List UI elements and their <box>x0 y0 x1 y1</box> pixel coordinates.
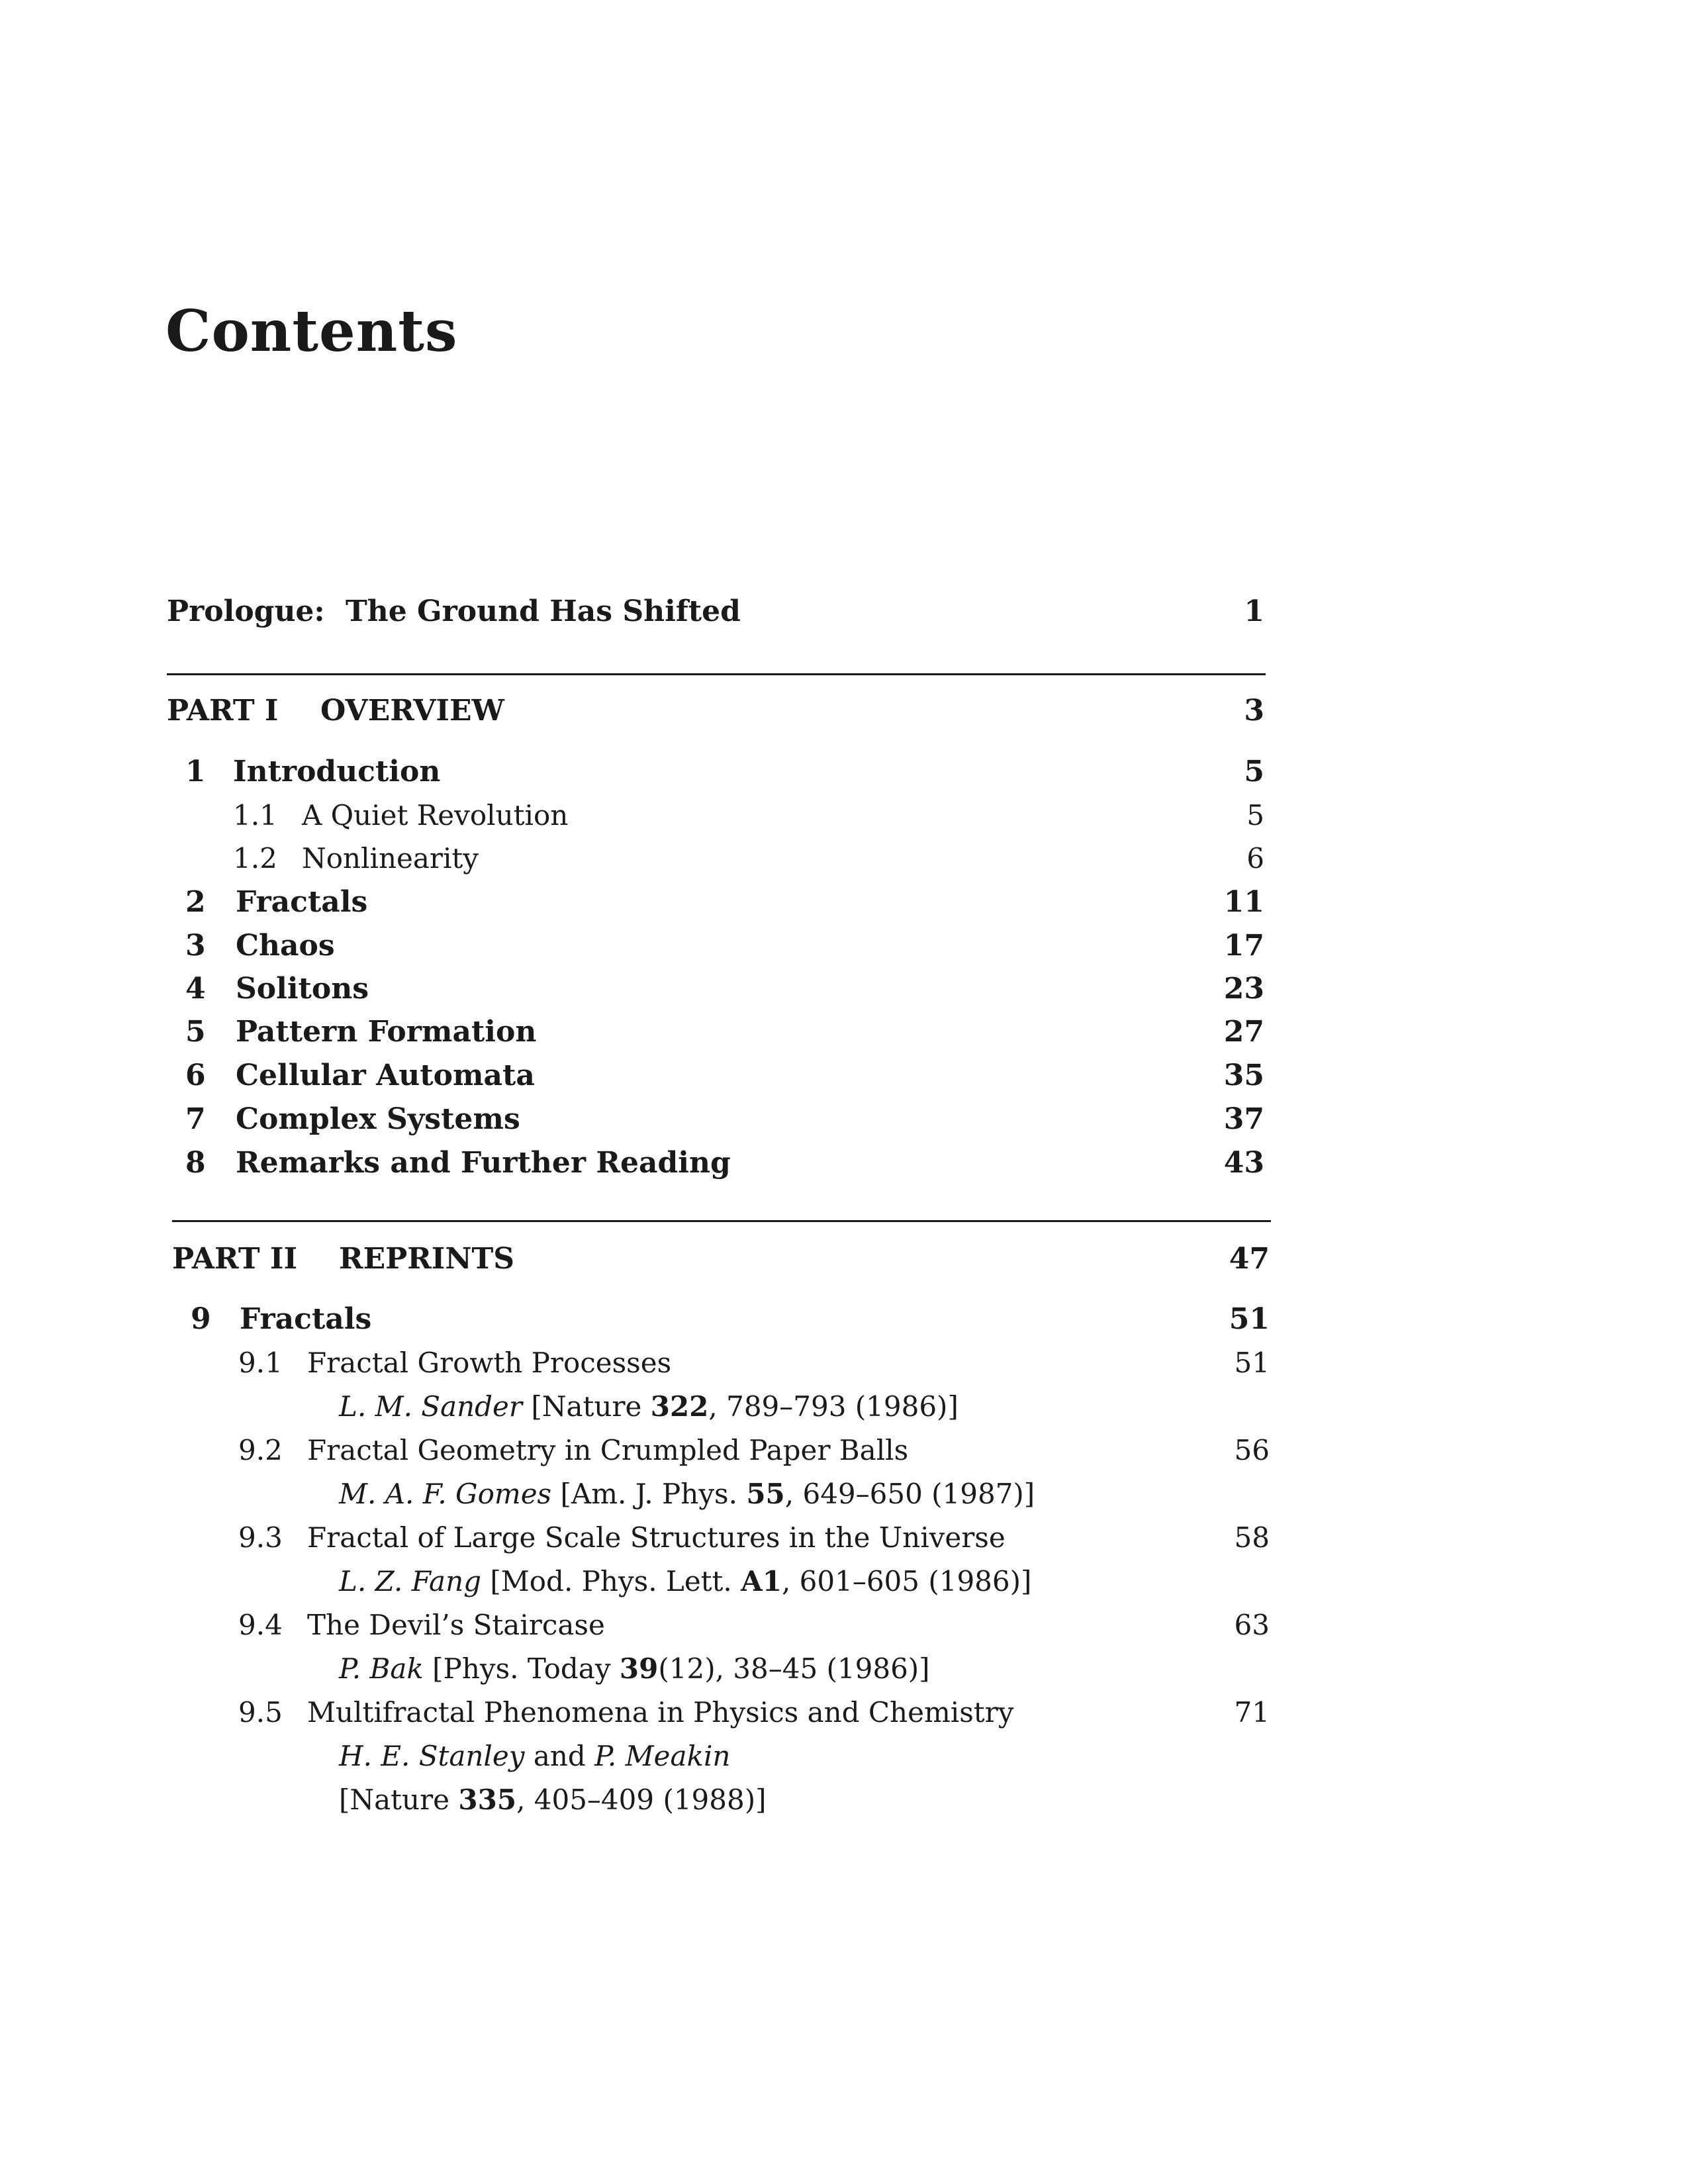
s94-page: 63 <box>1234 1609 1270 1641</box>
s11-num: 1.1 <box>233 799 277 831</box>
s95-vol: 335 <box>458 1783 517 1816</box>
ch5-page: 27 <box>1223 1015 1264 1049</box>
s91-title[interactable]: Fractal Growth Processes <box>307 1347 672 1379</box>
s95-author1: H. E. Stanley <box>339 1740 525 1772</box>
ch3-num: 3 <box>185 929 206 963</box>
s93-num: 9.3 <box>238 1521 283 1554</box>
ch8-num: 8 <box>185 1146 206 1180</box>
s95-ref-a: [Nature <box>339 1783 459 1816</box>
divider-2 <box>172 1220 1271 1222</box>
ch4-title[interactable]: Solitons <box>236 972 369 1006</box>
s92-citation <box>339 1478 1035 1510</box>
part1-page: 3 <box>1244 694 1264 728</box>
prologue-title[interactable]: The Ground Has Shifted <box>346 594 741 628</box>
ch4-page: 23 <box>1223 972 1264 1006</box>
s92-author: M. A. F. Gomes <box>339 1478 552 1510</box>
ch7-num: 7 <box>185 1102 206 1136</box>
s11-page: 5 <box>1246 799 1264 831</box>
s92-num: 9.2 <box>238 1434 283 1466</box>
ch6-num: 6 <box>185 1059 206 1092</box>
part2-page: 47 <box>1229 1242 1270 1276</box>
ch4-num: 4 <box>185 972 206 1006</box>
s12-title[interactable]: Nonlinearity <box>302 842 479 875</box>
ch7-page: 37 <box>1223 1102 1264 1136</box>
ch1-title[interactable]: Introduction <box>233 755 441 788</box>
part2-title[interactable]: REPRINTS <box>339 1242 515 1276</box>
ch2-num: 2 <box>185 885 206 919</box>
s12-num: 1.2 <box>233 842 277 875</box>
s95-num: 9.5 <box>238 1696 283 1729</box>
ch1-page: 5 <box>1244 755 1264 788</box>
ch1-num: 1 <box>185 755 206 788</box>
ch8-page: 43 <box>1223 1146 1264 1180</box>
s91-citation <box>339 1390 959 1423</box>
s94-vol: 39 <box>619 1652 659 1685</box>
part1-title[interactable]: OVERVIEW <box>320 694 504 728</box>
ch6-title[interactable]: Cellular Automata <box>236 1059 535 1092</box>
s94-author: P. Bak <box>339 1652 424 1685</box>
ch8-title[interactable]: Remarks and Further Reading <box>236 1146 731 1180</box>
s91-ref-a: [Nature <box>531 1390 651 1423</box>
s93-citation <box>339 1565 1031 1597</box>
ch9-title[interactable]: Fractals <box>240 1302 372 1336</box>
ch3-page: 17 <box>1223 929 1264 963</box>
part2-label: PART II <box>172 1242 298 1276</box>
s95-ref-b: , 405–409 (1988)] <box>516 1783 767 1816</box>
s91-page: 51 <box>1234 1347 1270 1379</box>
prologue-page: 1 <box>1244 594 1264 628</box>
ch5-title[interactable]: Pattern Formation <box>236 1015 537 1049</box>
ch2-title[interactable]: Fractals <box>236 885 368 919</box>
part1-label: PART I <box>167 694 279 728</box>
s93-title[interactable]: Fractal of Large Scale Structures in the Universe <box>307 1521 1006 1554</box>
s95-page: 71 <box>1234 1696 1270 1729</box>
s92-vol: 55 <box>746 1478 785 1510</box>
s91-author: L. M. Sander <box>339 1390 522 1423</box>
s94-num: 9.4 <box>238 1609 283 1641</box>
s12-page: 6 <box>1246 842 1264 875</box>
ch2-page: 11 <box>1223 885 1264 919</box>
s92-ref-a: [Am. J. Phys. <box>560 1478 747 1510</box>
divider-1 <box>167 673 1266 675</box>
s95-authors <box>339 1740 730 1772</box>
s92-ref-b: , 649–650 (1987)] <box>784 1478 1035 1510</box>
s94-ref-a: [Phys. Today <box>432 1652 620 1685</box>
ch5-num: 5 <box>185 1015 206 1049</box>
s93-author: L. Z. Fang <box>339 1565 482 1597</box>
s95-citation <box>339 1783 767 1816</box>
s95-title[interactable]: Multifractal Phenomena in Physics and Chemistry <box>307 1696 1014 1729</box>
s94-title[interactable]: The Devil’s Staircase <box>307 1609 605 1641</box>
s95-author2: P. Meakin <box>594 1740 731 1772</box>
s94-ref-b: (12), 38–45 (1986)] <box>658 1652 930 1685</box>
prologue-label: Prologue: <box>167 594 325 628</box>
s91-ref-b: , 789–793 (1986)] <box>708 1390 959 1423</box>
s93-ref-a: [Mod. Phys. Lett. <box>490 1565 741 1597</box>
s11-title[interactable]: A Quiet Revolution <box>302 799 569 831</box>
ch3-title[interactable]: Chaos <box>236 929 335 963</box>
ch7-title[interactable]: Complex Systems <box>236 1102 520 1136</box>
s94-citation <box>339 1652 930 1685</box>
page-title: Contents <box>165 298 458 365</box>
s93-ref-b: , 601–605 (1986)] <box>781 1565 1032 1597</box>
ch9-num: 9 <box>191 1302 211 1336</box>
s92-title[interactable]: Fractal Geometry in Crumpled Paper Balls <box>307 1434 909 1466</box>
s93-vol: A1 <box>741 1565 782 1597</box>
s91-num: 9.1 <box>238 1347 283 1379</box>
s91-vol: 322 <box>650 1390 709 1423</box>
ch9-page: 51 <box>1229 1302 1270 1336</box>
s92-page: 56 <box>1234 1434 1270 1466</box>
s93-page: 58 <box>1234 1521 1270 1554</box>
s95-and: and <box>533 1740 586 1772</box>
ch6-page: 35 <box>1223 1059 1264 1092</box>
